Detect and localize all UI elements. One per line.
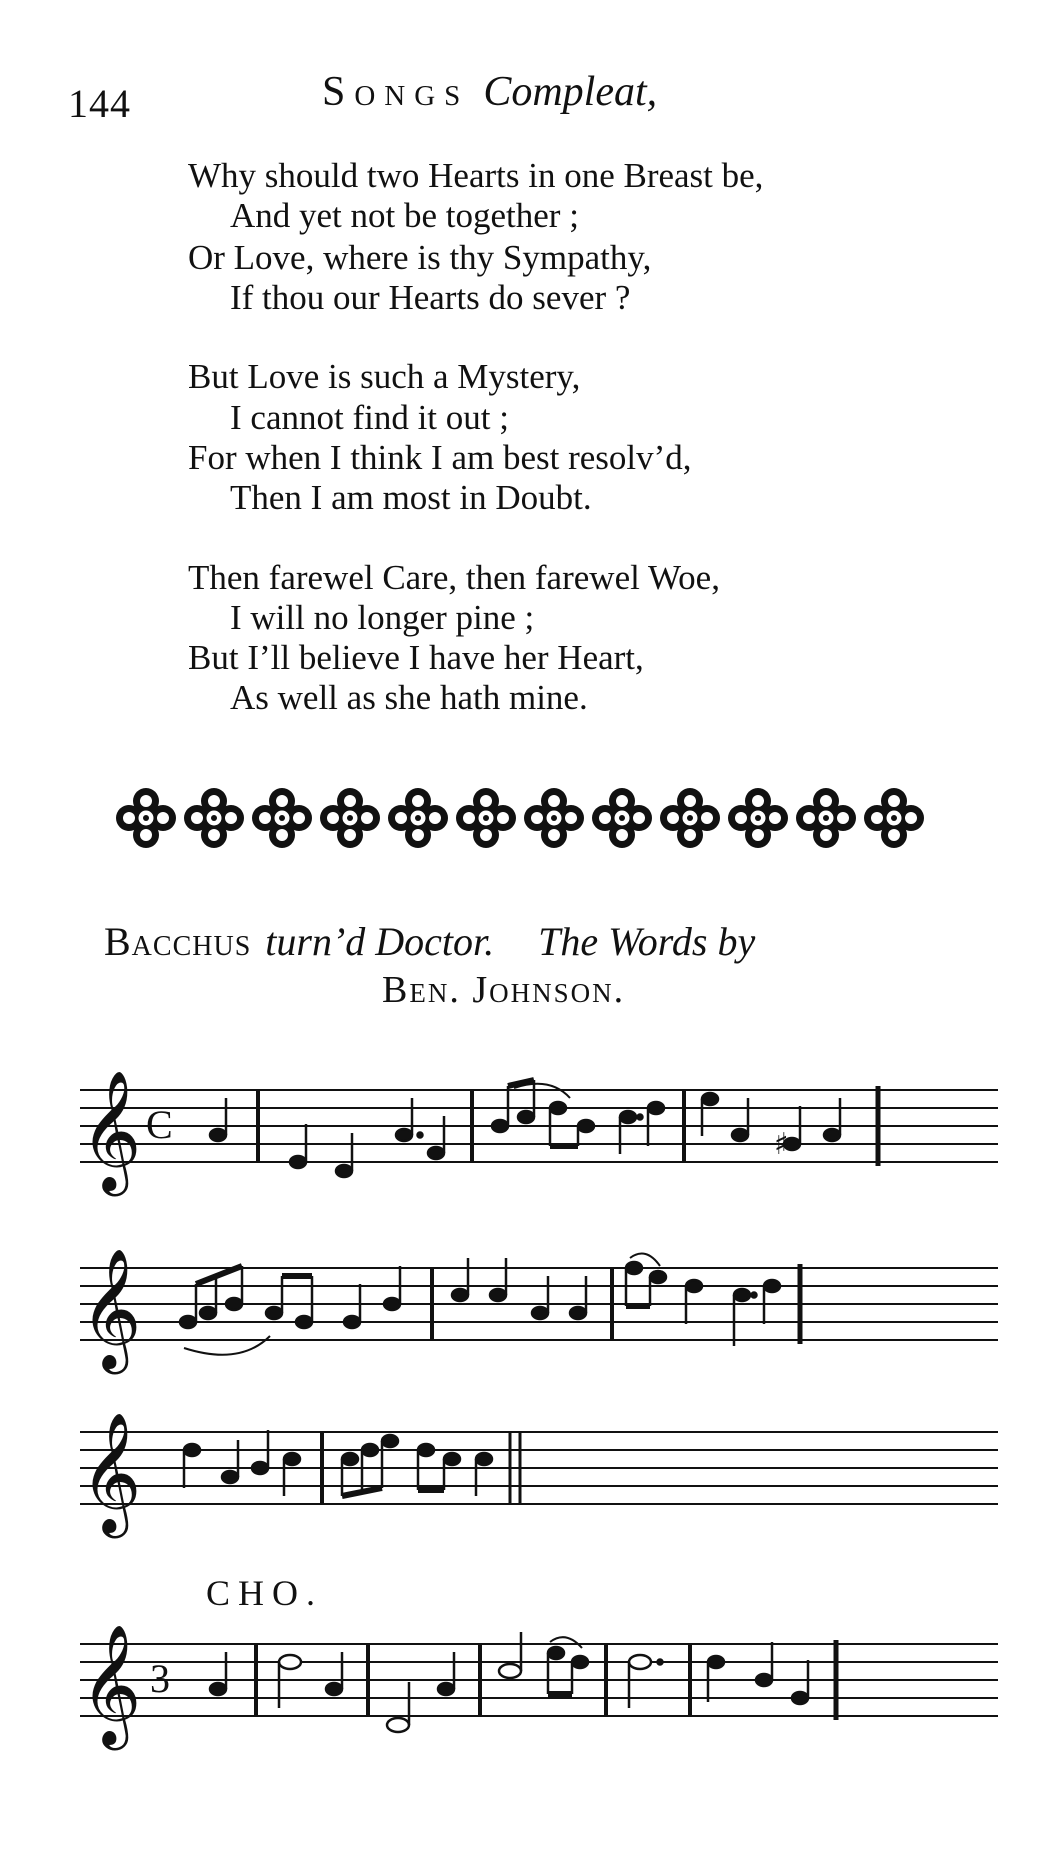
verse-line: Then I am most in Doubt.	[230, 478, 592, 517]
verse-line: And yet not be together ;	[230, 196, 579, 235]
treble-clef-icon: 𝄞	[80, 1069, 142, 1191]
page-number: 144	[68, 81, 131, 126]
verse-line: Then farewel Care, then farewel Woe,	[188, 558, 720, 597]
song-title-name: Bacchus	[104, 919, 252, 964]
music-staff-3	[80, 1400, 1010, 1540]
music-staff-chorus	[80, 1612, 1010, 1752]
time-signature: C	[146, 1102, 173, 1147]
chorus-label: CHO.	[206, 1573, 324, 1613]
verse-line: I will no longer pine ;	[230, 598, 535, 637]
verse-line: But I’ll believe I have her Heart,	[188, 638, 644, 677]
music-staff-1	[80, 1058, 1010, 1198]
verse-line: But Love is such a Mystery,	[188, 357, 581, 396]
treble-clef-icon: 𝄞	[80, 1623, 142, 1745]
song-author: Ben. Johnson.	[382, 969, 626, 1011]
sharp-icon: ♯	[774, 1127, 789, 1162]
song-title	[104, 918, 755, 965]
flower-row	[116, 788, 924, 848]
verse-line: I cannot find it out ;	[230, 398, 509, 437]
verse-line: Why should two Hearts in one Breast be,	[188, 156, 764, 195]
verse-line: For when I think I am best resolv’d,	[188, 438, 692, 477]
verse-line: Or Love, where is thy Sympathy,	[188, 238, 652, 277]
flower-ornament-band	[110, 774, 950, 862]
verse-line: If thou our Hearts do sever ?	[230, 278, 631, 317]
treble-clef-icon: 𝄞	[80, 1247, 142, 1369]
running-head-italic: Compleat,	[483, 69, 658, 115]
treble-clef-icon: 𝄞	[80, 1411, 142, 1533]
song-title-italic: turn’d Doctor.	[265, 919, 495, 964]
verse-line: As well as she hath mine.	[230, 678, 588, 717]
music-staff-2	[80, 1236, 1010, 1376]
running-head	[322, 68, 657, 116]
time-signature: 3	[150, 1656, 170, 1701]
song-words-by: The Words by	[538, 919, 756, 964]
running-head-caps: Songs	[322, 69, 470, 115]
